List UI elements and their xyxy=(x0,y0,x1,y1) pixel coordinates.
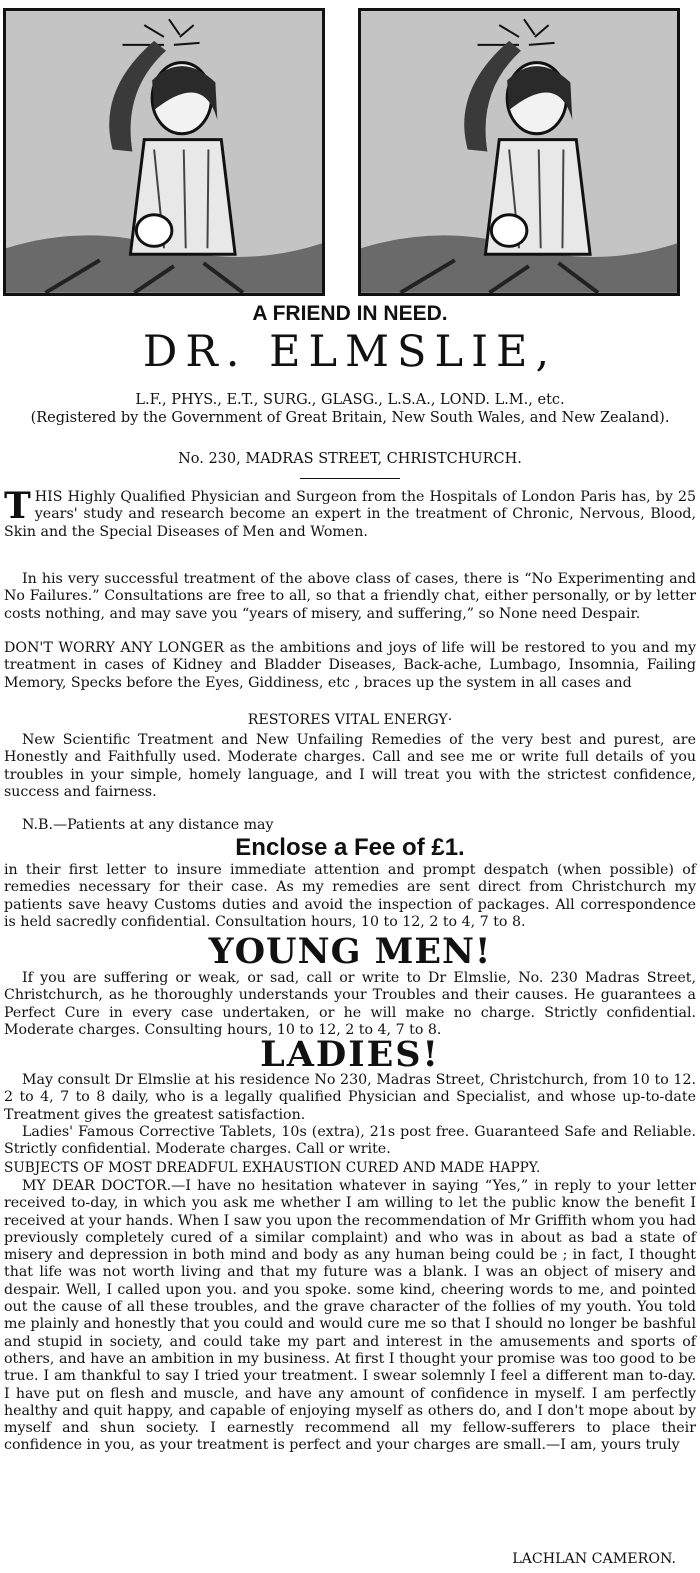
fee-heading: Enclose a Fee of £1. xyxy=(235,834,465,861)
paragraph-scientific-treatment: New Scientific Treatment and New Unfailing Remedies of the very best and purest, are Honestly and Faithfully used. Moderate charges. Call and see me or write full details of you troubles in your simple, homely language, and I will treat you with the strictest confidence, success and fairness. xyxy=(4,732,696,800)
signature: LACHLAN CAMERON. xyxy=(512,1551,676,1567)
young-men-heading: YOUNG MEN! xyxy=(208,931,492,972)
illustration-right xyxy=(358,8,680,296)
introduction xyxy=(4,485,696,541)
paragraph-no-experimenting: In his very successful treatment of the above class of cases, there is “No Experimenting and No Failures.” Consultations are free to all, so that a friendly chat, either personally, or by letter costs nothing, and may save you “years of misery, and suffering,” so None need Despair. xyxy=(4,571,696,622)
illustration-left xyxy=(3,8,325,296)
doctor-name: DR. ELMSLIE, xyxy=(142,327,558,377)
paragraph-dont-worry: DON'T WORRY ANY LONGER as the ambitions and joys of life will be restored to you and my treatment in cases of Kidney and Bladder Diseases, Back-ache, Lumbago, Insomnia, Failing Memory, Specks before the Eyes, Giddiness, etc , braces up the system in all cases and xyxy=(4,640,696,691)
paragraph-fee: in their first letter to insure immediate attention and prompt despatch (when possible) of remedies necessary for their case. As my remedies are sent direct from Christchurch my patients save heavy Customs duties and avoid the inspection of packages. All correspondence is held sacredly confidential. Consultation hours, 10 to 12, 2 to 4, 7 to 8. xyxy=(4,862,696,930)
woman-with-torch-illustration xyxy=(361,11,677,293)
registration-note: (Registered by the Government of Great Britain, New South Wales, and New Zealand). xyxy=(30,410,670,426)
credentials: L.F., PHYS., E.T., SURG., GLASG., L.S.A., LOND. L.M., etc. xyxy=(135,392,565,408)
paragraph-tablets: Ladies' Famous Corrective Tablets, 10s (extra), 21s post free. Guaranteed Safe and Reliable. Strictly confidential. Moderate charges. Call or write. xyxy=(4,1124,696,1158)
divider xyxy=(300,478,400,479)
subjects-heading: SUBJECTS OF MOST DREADFUL EXHAUSTION CURED AND MADE HAPPY. xyxy=(4,1160,541,1176)
address: No. 230, MADRAS STREET, CHRISTCHURCH. xyxy=(178,451,522,467)
headline: A FRIEND IN NEED. xyxy=(252,302,448,325)
intro-text: HIS Highly Qualified Physician and Surgeon from the Hospitals of London Paris has, by 25 years' study and research become an expert in the treatment of Chronic, Nervous, Blood, Skin and the Special Diseases of Men and Women. xyxy=(4,489,696,540)
testimonial-letter: MY DEAR DOCTOR.—I have no hesitation whatever in saying “Yes,” in reply to your letter received to-day, in which you ask me whether I am willing to let the public know the benefit I received at your hands. When I saw you upon the recommendation of Mr Griffith whom you had previously completely cured of a similar complaint) and who was in about as bad a state of misery and depression in both mind and body as any human being could be ; in fact, I thought that life was not worth living and that my future was a blank. I was an object of misery and despair. Well, I called upon you. and you spoke. some kind, cheering words to me, and pointed out the cause of all these troubles, and the grave character of the follies of my youth. You told me plainly and honestly that you could and would cure me so that I should no longer be bashful and stupid in society, and could take my part and interest in the amusements and sports of others, and have an ambition in my business. At first I thought your promise was too good to be true. I am thankful to say I tried your treatment. I swear solemnly I feel a different man to-day. I have put on flesh and muscle, and have any amount of confidence in myself. I am perfectly healthy and quit happy, and capable of enjoying myself as others do, and I don't mope about by myself and shun society. I earnestly recommend all my fellow-sufferers to place their confidence in you, as your treatment is perfect and your charges are small.—I am, yours truly xyxy=(4,1178,696,1454)
restores-vital-energy: RESTORES VITAL ENERGY· xyxy=(247,712,453,728)
nb-note: N.B.—Patients at any distance may xyxy=(22,817,274,833)
drop-cap: T xyxy=(4,485,31,527)
paragraph-young-men: If you are suffering or weak, or sad, call or write to Dr Elmslie, No. 230 Madras Street, Christchurch, as he thoroughly understands your Troubles and their causes. He guarantees a Perfect Cure in every case undertaken, or he will make no charge. Strictly confidential. Moderate charges. Consulting hours, 10 to 12, 2 to 4, 7 to 8. xyxy=(4,970,696,1038)
woman-with-torch-illustration xyxy=(6,11,322,293)
paragraph-ladies: May consult Dr Elmslie at his residence No 230, Madras Street, Christchurch, from 10 to 12. 2 to 4, 7 to 8 daily, who is a legally qualified Physician and Specialist, and whose up-to-date Treatment gives the greatest satisfaction. xyxy=(4,1072,696,1123)
ladies-heading: LADIES! xyxy=(260,1034,440,1075)
